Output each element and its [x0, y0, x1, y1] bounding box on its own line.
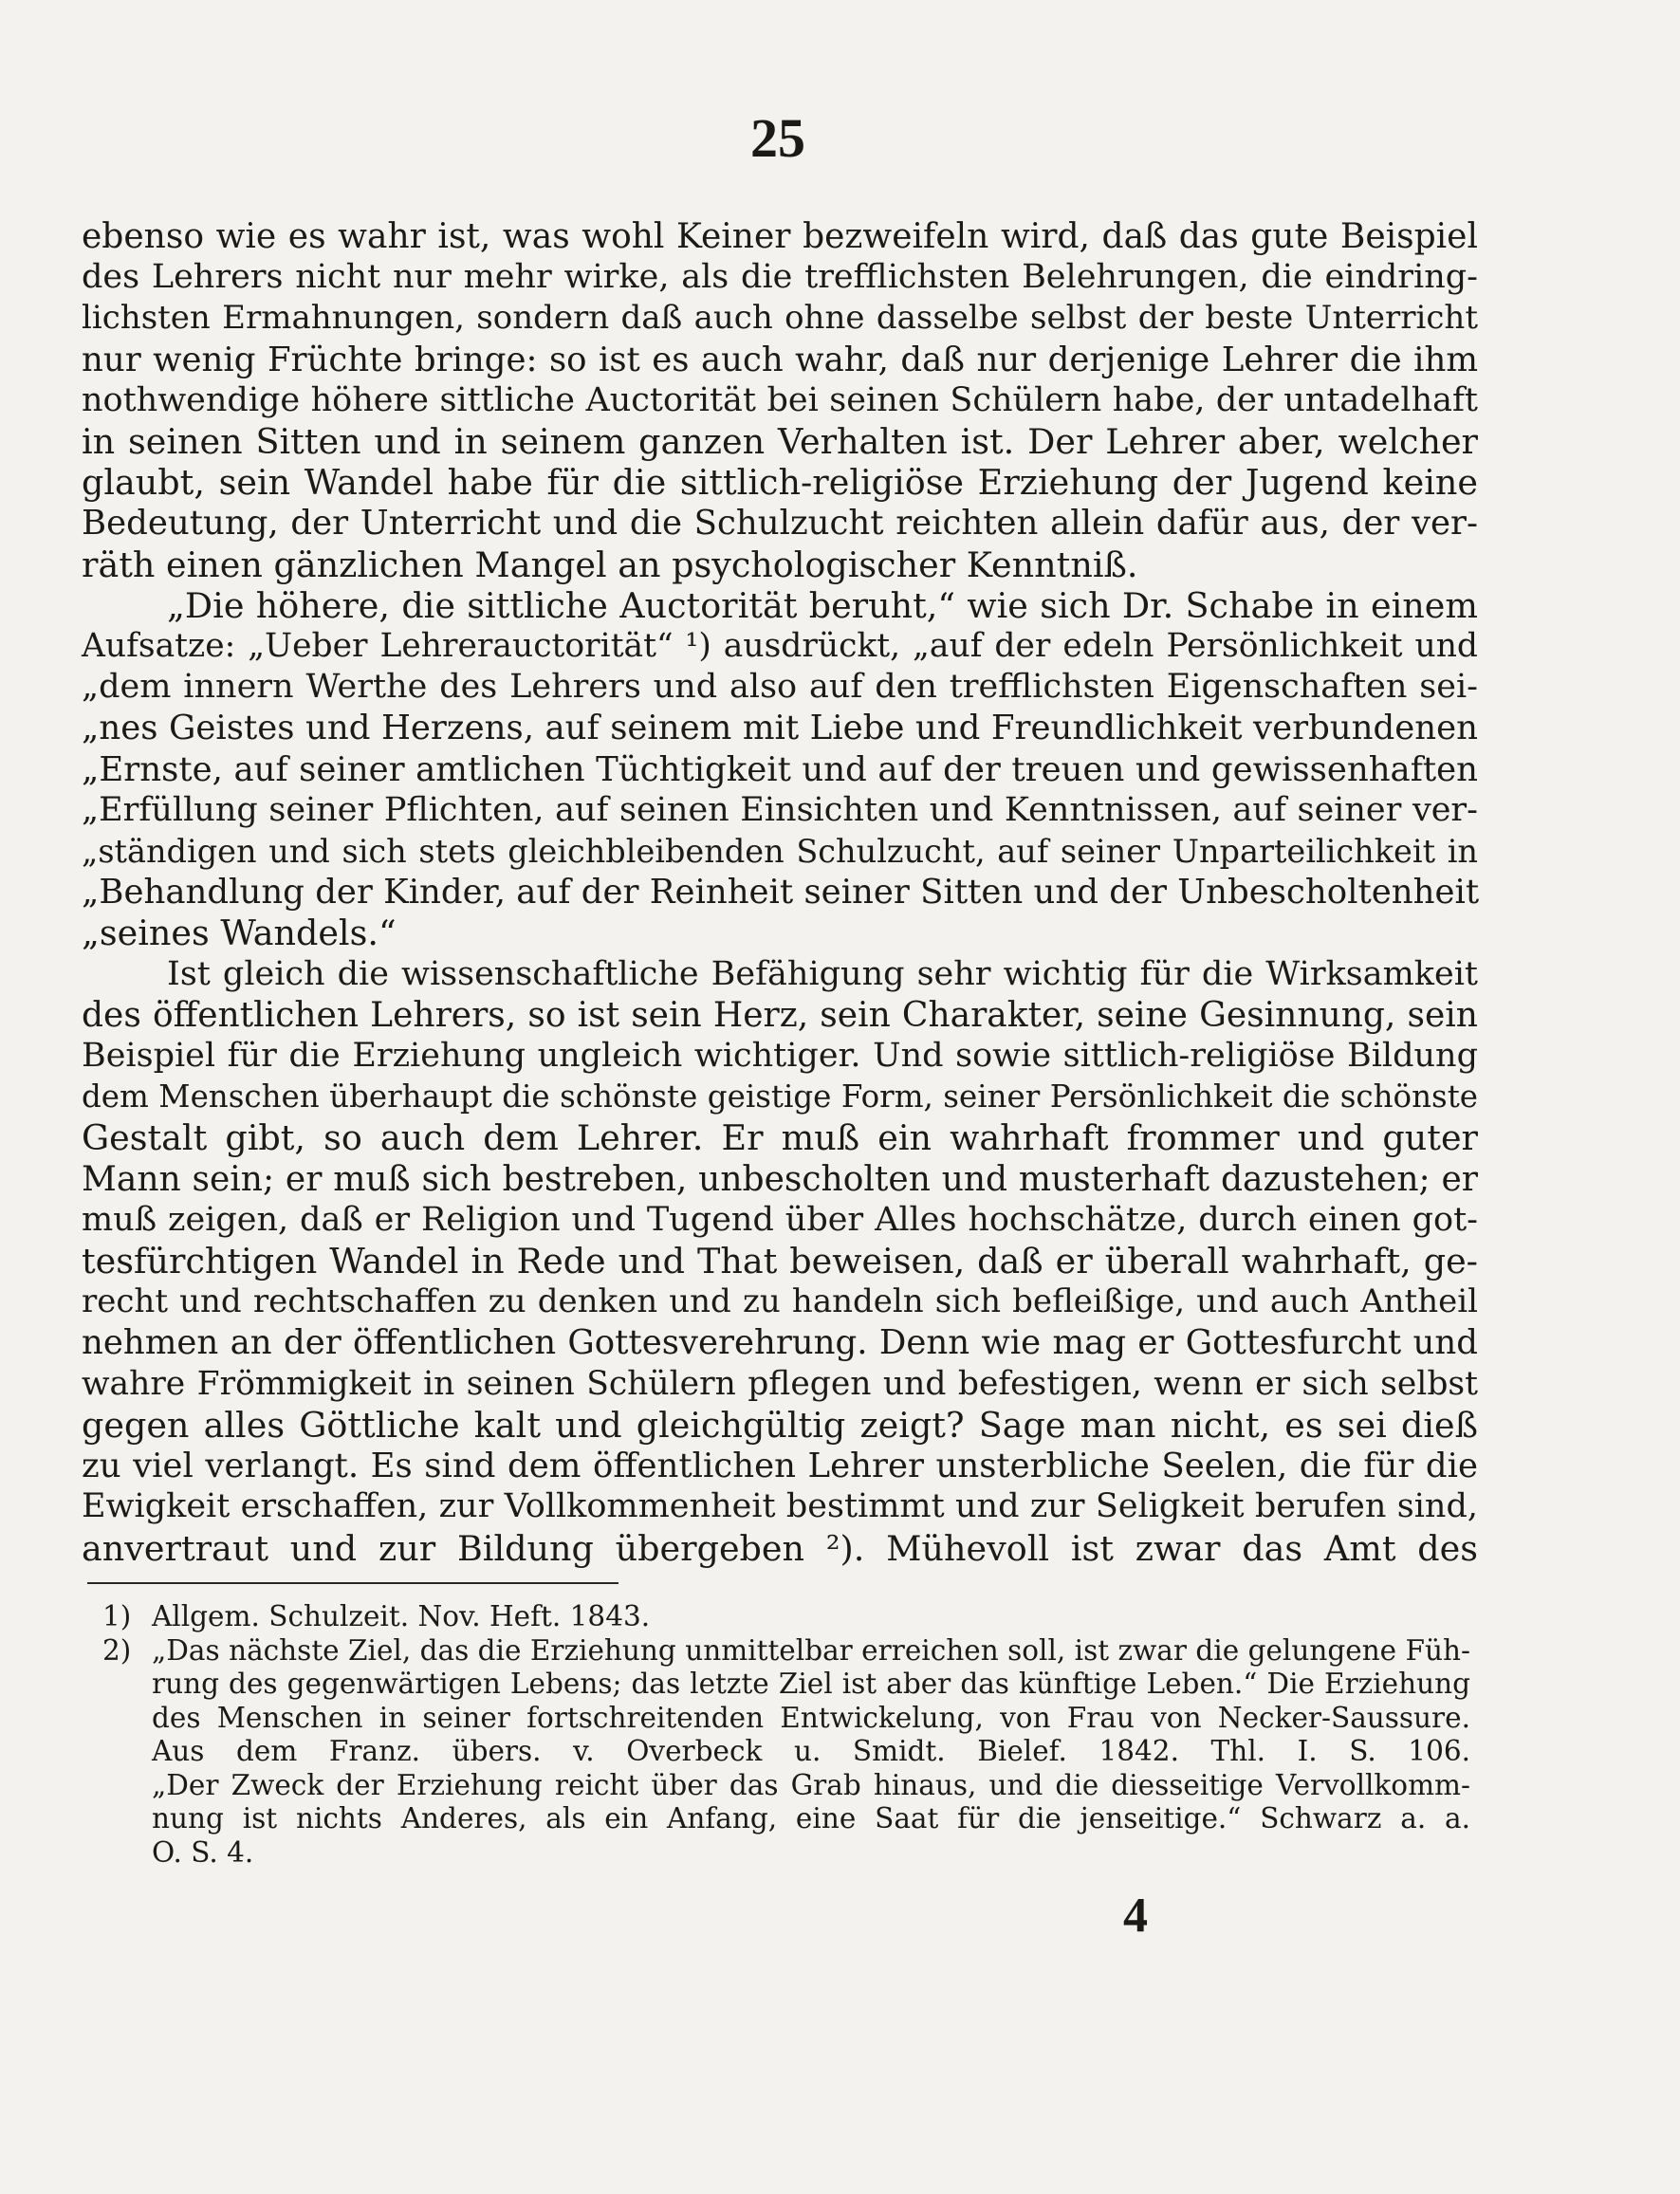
footnote — [102, 1600, 1470, 1634]
text-line: nur wenig Früchte bringe: so ist es auch wahr, daß nur derjenige Lehrer die ihm — [82, 340, 1478, 379]
text-line: Mann sein; er muß sich bestreben, unbescholten und musterhaft dazustehen; er — [82, 1159, 1478, 1199]
text-line: des öffentlichen Lehrers, so ist sein Herz, sein Charakter, seine Gesinnung, sein — [82, 995, 1478, 1035]
text-line: „Die höhere, die sittliche Auctorität beruht,“ wie sich Dr. Schabe in einem — [167, 584, 1478, 626]
signature-mark: 4 — [1123, 1889, 1148, 1943]
text-line: Bedeutung, der Unterricht und die Schulzucht reichten allein dafür aus, der ver- — [82, 504, 1478, 544]
text-line: in seinen Sitten und in seinem ganzen Verhalten ist. Der Lehrer aber, welcher — [82, 421, 1478, 463]
footnotes — [102, 1600, 1470, 1870]
footnote-line: „Das nächste Ziel, das die Erziehung unmittelbar erreichen soll, ist zwar die gelungene Füh- — [152, 1633, 1470, 1667]
text-line: wahre Frömmigkeit in seinen Schülern pflegen und befestigen, wenn er sich selbst — [82, 1364, 1478, 1403]
text-line: Ewigkeit erschaffen, zur Vollkommenheit bestimmt und zur Seligkeit berufen sind, — [82, 1487, 1478, 1526]
body-text — [82, 216, 1478, 1569]
text-line: nehmen an der öffentlichen Gottesverehrung. Denn wie mag er Gottesfurcht und — [82, 1323, 1478, 1363]
text-line: „ständigen und sich stets gleichbleibenden Schulzucht, auf seiner Unparteilichkeit in — [82, 833, 1478, 871]
text-line: des Lehrers nicht nur mehr wirke, als die trefflichsten Belehrungen, die eindring- — [82, 258, 1478, 297]
text-line: Gestalt gibt, so auch dem Lehrer. Er muß ein wahrhaft frommer und guter — [82, 1117, 1478, 1159]
text-line: „Ernste, auf seiner amtlichen Tüchtigkeit und auf der treuen und gewissenhaften — [82, 749, 1478, 789]
footnote-separator — [87, 1582, 618, 1584]
page-number: 25 — [750, 107, 805, 169]
text-line: tesfürchtigen Wandel in Rede und That beweisen, daß er überall wahrhaft, ge- — [82, 1241, 1478, 1282]
footnote-line: des Menschen in seiner fortschreitenden Entwickelung, von Frau von Necker-Saussure. — [152, 1701, 1470, 1734]
text-line: „seines Wandels.“ — [82, 913, 397, 954]
footnote-marker: 1) — [102, 1600, 132, 1632]
footnote-marker: 2) — [102, 1633, 132, 1667]
footnote-line: „Der Zweck der Erziehung reicht über das Grab hinaus, und die diesseitige Vervollkomm- — [152, 1768, 1470, 1801]
footnote — [102, 1634, 1470, 1871]
text-line: recht und rechtschaffen zu denken und zu handeln sich befleißige, und auch Antheil — [82, 1282, 1478, 1321]
text-line: ebenso wie es wahr ist, was wohl Keiner bezweifeln wird, daß das gute Beispiel — [82, 217, 1478, 256]
text-line: räth einen gänzlichen Mangel an psychologischer Kenntniß. — [82, 544, 1138, 585]
text-line: „dem innern Werthe des Lehrers und also auf den trefflichsten Eigenschaften sei- — [82, 668, 1478, 707]
footnote-line: Aus dem Franz. übers. v. Overbeck u. Smidt. Bielef. 1842. Thl. I. S. 106. — [152, 1735, 1470, 1767]
text-line: „Behandlung der Kinder, auf der Reinheit seiner Sitten und der Unbescholtenheit — [82, 873, 1480, 913]
text-line: gegen alles Göttliche kalt und gleichgültig zeigt? Sage man nicht, es sei dieß — [82, 1404, 1478, 1446]
footnote-line: O. S. 4. — [152, 1835, 254, 1869]
text-line: Beispiel für die Erziehung ungleich wichtiger. Und sowie sittlich-religiöse Bildung — [82, 1037, 1478, 1076]
footnote-text — [152, 1600, 1470, 1634]
text-line: „Erfüllung seiner Pflichten, auf seinen Einsichten und Kenntnissen, auf seiner ver- — [82, 790, 1478, 829]
text-line: nothwendige höhere sittliche Auctorität bei seinen Schülern habe, der untadelhaft — [82, 380, 1478, 419]
text-line: „nes Geistes und Herzens, auf seinem mit Liebe und Freundlichkeit verbundenen — [82, 709, 1478, 748]
footnote-text — [152, 1634, 1470, 1871]
text-line: glaubt, sein Wandel habe für die sittlich-religiöse Erziehung der Jugend keine — [82, 462, 1478, 504]
text-line: muß zeigen, daß er Religion und Tugend über Alles hochschätze, durch einen got- — [82, 1200, 1478, 1239]
text-line: lichsten Ermahnungen, sondern daß auch ohne dasselbe selbst der beste Unterricht — [82, 299, 1478, 338]
text-line: dem Menschen überhaupt die schönste geistige Form, seiner Persönlichkeit die schönste — [82, 1079, 1478, 1115]
footnote-line: Allgem. Schulzeit. Nov. Heft. 1843. — [152, 1600, 651, 1632]
text-line: Aufsatze: „Ueber Lehrerauctorität“ ¹) ausdrückt, „auf der edeln Persönlichkeit und — [82, 627, 1478, 666]
text-line: anvertraut und zur Bildung übergeben ²). Mühevoll ist zwar das Amt des — [82, 1527, 1478, 1569]
footnote-line: rung des gegenwärtigen Lebens; das letzte Ziel ist aber das künftige Leben.“ Die Erziehung — [152, 1668, 1470, 1700]
footnote-line: nung ist nichts Anderes, als ein Anfang, eine Saat für die jenseitige.“ Schwarz a. a. — [152, 1802, 1470, 1834]
text-line: zu viel verlangt. Es sind dem öffentlichen Lehrer unsterbliche Seelen, die für die — [82, 1447, 1478, 1486]
text-line: Ist gleich die wissenschaftliche Befähigung sehr wichtig für die Wirksamkeit — [167, 954, 1478, 993]
